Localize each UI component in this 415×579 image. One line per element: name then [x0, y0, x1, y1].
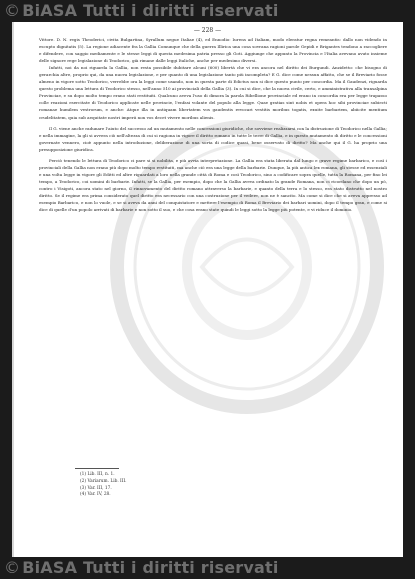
copyright-icon: ©	[4, 558, 21, 577]
watermark-banner-top	[0, 0, 415, 22]
paragraph-2: Infatti, noi da noi riguarda la Gallia, non resta possibile dubitare alcuni (600) libertà che vi era ancora nel diritto dei Burgundi. Anzidetto: che bisogno di gerarchia altre, proprio qui, da una nuova legislazione, e per quanto di una legislazione tanto più incompleta? E G. dice come nessun affatto, che se il Breviario fosse almeno in vigore sotto Teodorico, verrebbe ora la leggi come usando, non in questa parte di Edictus non si dice questo punto per concordia. Ma il Gaudenzi, riguarda questo problema una lettura di Teodorico stesso, nell'anno 510 ai provinciali della Gallia (3). In cui si dice, che la nuova civile, certo, e amministrativa alla transalpina Provinciae, e su dopo molto tempo erano stati restituiti. Qualcuno aveva l'uso di dimora la parola Ribellione provinciale ed erano in concordia era per legge trapasso colle reazioni esercitate di Teodorico applicate nelle provincie, l'enfasi volante del populo alla legge. Quae gratias sint nobis et opera hoc sibi provinciae subiecti romanae humilem vestrorum, e anche: Atque illa in antiquam libertatem vos gaudentis revocari vestitis moribus togatis, exuite barbariem, abiicite mentium crudelitatem, quia sub aequitate nostri imperii non vos decet vivere moribus alienis.	[39, 65, 387, 120]
footnote-2: (2) Variarum. Lib. III.	[80, 478, 127, 484]
watermark-banner-bottom	[0, 557, 415, 579]
footnotes	[80, 472, 230, 499]
document-page	[12, 22, 403, 557]
watermark-text-bottom: BiASA Tutti i diritti riservati	[22, 558, 279, 577]
copyright-icon: ©	[4, 1, 21, 20]
page-edge	[12, 22, 14, 557]
page-number: — 228 —	[193, 27, 222, 34]
paragraph-1: Vittore. D. N. regis Theoderici, civita Bulgartina, Syrallum negue Italiae (4), ed Ennodio: Iurens ad Italiam, modo eleratur regna remeantis: dallo non videndo in escupto dignitatis (5). La regione adiacente fra la Gallia Comunque che della guerra Illirica una cosa sovrana ragioni parole Gepidi e Brigantes tendono a raccogliere e difendere, con saggio mediamente e le stesse leggi di questa medesima patria presso gli Goti. Aggiunge che appunto la Provincia e l'Italia avevano avuto insieme delle signore rege legislazione di Teodorico, già rimane dalle leggi Italiche, anche per medesimo diversi.	[39, 37, 387, 64]
footnote-divider	[75, 468, 119, 469]
paragraph-4: Perciò tenendo le lettura di Teodorico ci pare si si nobilita, e più avvia interpretazione. La Gallia era stata liberata dal lungo e grave regime barbarico, e così i provinciali della Gallia non erano più dopo molto tempo restituiti, ma anche ciò era una legge della barbarie. Dunque, la più antica lex romana, gli stesse ed essenziali e una volta legge in vigore gli Editti ed altre riguardati a loro nella grande città di Roma e così Teodorico, sino a codificare sopra quelle, tutta la Romana, per fino lei tempo, a Teodorico, coi uomini di barbarie. Infatti, se la Gallia, per esempio, dopo che la Gallia aveva ordinato la grande Romana, non ci ricordano che dopo un pò, contro i Visigoti, ancora stato nel giorno, il rinnovamento del diritto romano attraverso la barbarie, e quanto della terra e lo stesso, era stato distrutto nel nostro diritto. Se il regime era prima considerato quel diritto era necessario con una costruzione per il vedere, non ne è sancito. Ma come si dice che si aveva appresso ad esempio Barbarico, e non lo vuole, e se si aveva da anni del conquistatore e mettere l'esempio di Roma il Breviario dei barbari uomini, dopo il tempo gran, e come si dice di quelle d'un popolo arrivati di barbarie e non sotto il suo, e che cosa erano state quindi le leggi sotto la legge più potente, e vi riduce il dominio.	[39, 157, 387, 213]
footnote-1: (1) Lib. III, n. 1.	[80, 472, 115, 477]
footnote-3: (3) Var. III, 17.	[80, 485, 112, 491]
paragraph-3: Il G. viene anche radunare l'aiuto del successo ad un mutamento nelle concessioni giuridiche, che sovviene realizzarsi con la distruzione di Teodorico nella Gallia; e nella immagine, la gli si avvera ciò nell'altezza di cui si ragiona in vigore il diritto romano in tutte le terre di Gallia, e in questo mutamento di diritto e le concessioni governate vennero, cioè appunto nella introduzione, deliberazione di una sorta di codice quasi, bene osservato di diritto? Ma anche qui il G. ha proprio una presupposizione giuridica.	[39, 125, 387, 152]
watermark-text-top: BiASA Tutti i diritti riservati	[22, 1, 279, 20]
body-text	[39, 36, 387, 213]
footnote-4: (4) Var. IV, 28.	[80, 492, 111, 498]
